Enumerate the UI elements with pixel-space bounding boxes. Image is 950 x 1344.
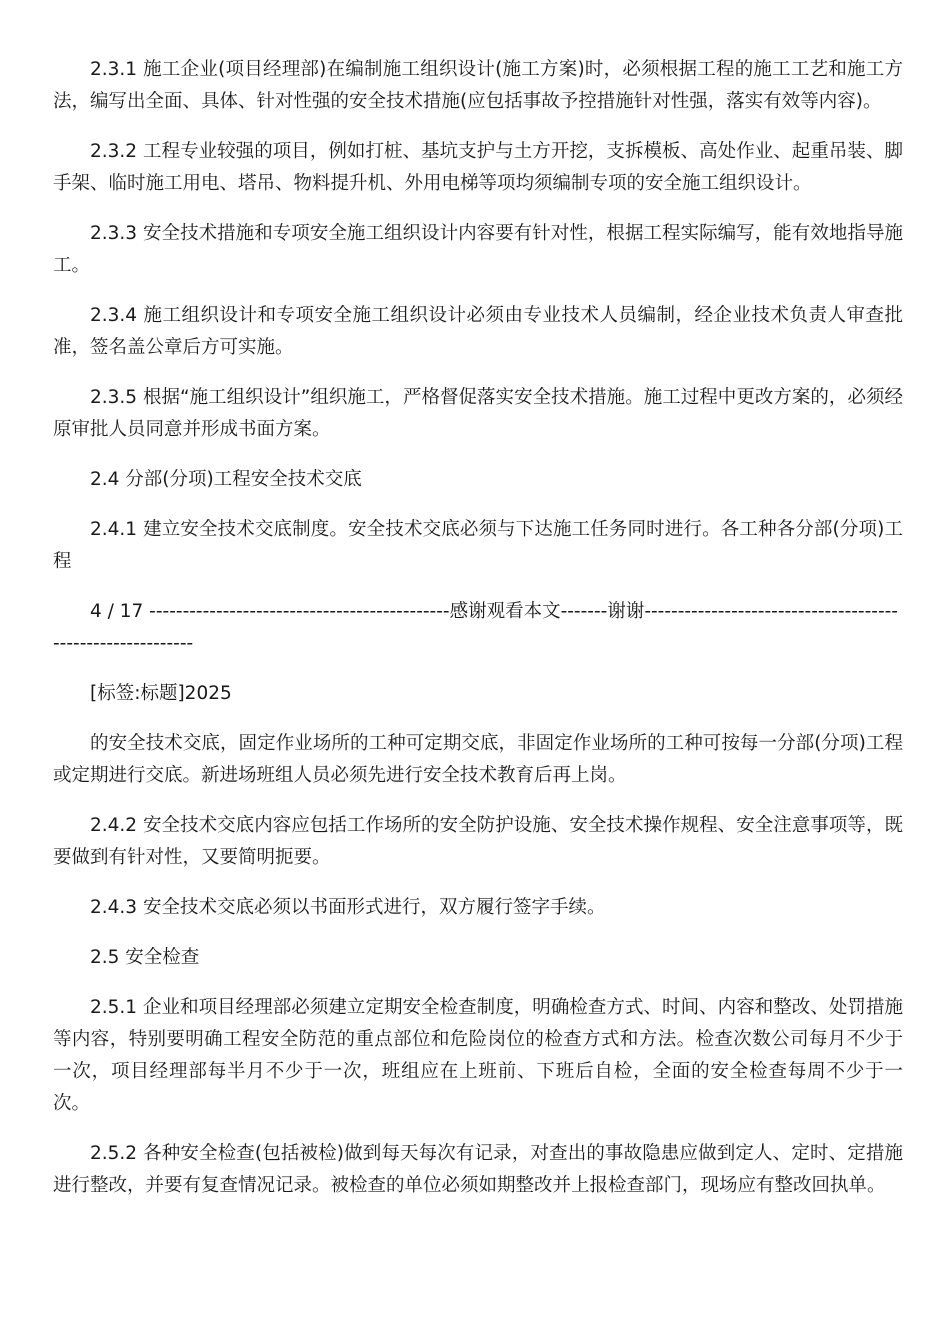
paragraph-2-5-2: 2.5.2 各种安全检查(包括被检)做到每天每次有记录，对查出的事故隐患应做到定人、定时、定措施进行整改，并要有复查情况记录。被检查的单位必须如期整改并上报检查部门，现场应有整改回执单。 (53, 1143, 903, 1196)
section-heading-2-4: 2.4 分部(分项)工程安全技术交底 (90, 469, 362, 490)
paragraph-2-3-4: 2.3.4 施工组织设计和专项安全施工组织设计必须由专业技术人员编制，经企业技术负责人审查批准，签名盖公章后方可实施。 (53, 305, 903, 358)
paragraph-2-3-5: 2.3.5 根据“施工组织设计”组织施工，严格督促落实安全技术措施。施工过程中更改方案的，必须经原审批人员同意并形成书面方案。 (53, 387, 903, 440)
page-footer: 4 / 17 ---------------------------------------------感谢观看本文-------谢谢----------------------------------------------------------- (53, 601, 898, 654)
page-header-tag: [标签:标题]2025 (90, 683, 232, 704)
paragraph-2-3-2: 2.3.2 工程专业较强的项目，例如打桩、基坑支护与土方开挖，支拆模板、高处作业、起重吊装、脚手架、临时施工用电、塔吊、物料提升机、外用电梯等项均须编制专项的安全施工组织设计。 (53, 141, 903, 194)
paragraph-2-3-3: 2.3.3 安全技术措施和专项安全施工组织设计内容要有针对性，根据工程实际编写，能有效地指导施工。 (53, 223, 903, 276)
paragraph-2-4-3: 2.4.3 安全技术交底必须以书面形式进行，双方履行签字手续。 (90, 897, 606, 918)
document-page (53, 54, 903, 1220)
paragraph-2-3-1: 2.3.1 施工企业(项目经理部)在编制施工组织设计(施工方案)时，必须根据工程的施工工艺和施工方法，编写出全面、具体、针对性强的安全技术措施(应包括事故予控措施针对性强，落实有效等内容)。 (53, 59, 903, 112)
paragraph-2-4-1: 2.4.1 建立安全技术交底制度。安全技术交底必须与下达施工任务同时进行。各工种各分部(分项)工程 (53, 519, 903, 572)
paragraph-2-5-1: 2.5.1 企业和项目经理部必须建立定期安全检查制度，明确检查方式、时间、内容和整改、处罚措施等内容，特别要明确工程安全防范的重点部位和危险岗位的检查方式和方法。检查次数公司每月不少于一次，项目经理部每半月不少于一次，班组应在上班前、下班后自检，全面的安全检查每周不少于一次。 (53, 997, 903, 1114)
section-heading-2-5: 2.5 安全检查 (90, 947, 200, 968)
paragraph-2-4-2: 2.4.2 安全技术交底内容应包括工作场所的安全防护设施、安全技术操作规程、安全注意事项等，既要做到有针对性，又要简明扼要。 (53, 815, 903, 868)
paragraph-2-4-1-continued: 的安全技术交底，固定作业场所的工种可定期交底，非固定作业场所的工种可按每一分部(分项)工程或定期进行交底。新进场班组人员必须先进行安全技术教育后再上岗。 (53, 733, 903, 786)
